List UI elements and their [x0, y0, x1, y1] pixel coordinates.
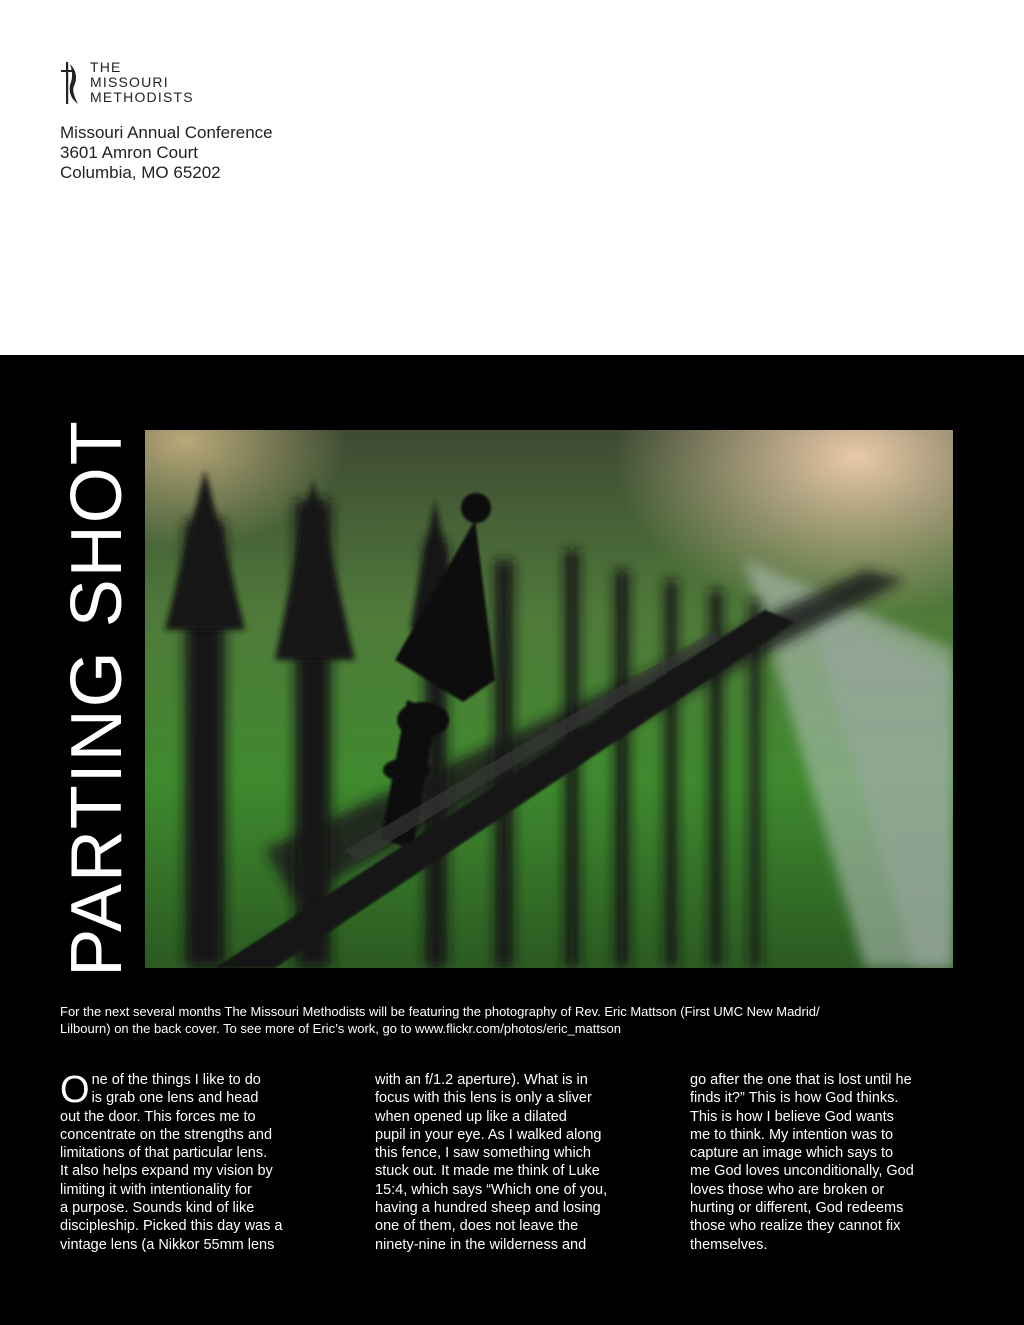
fence-photo	[145, 430, 953, 968]
text-line: loves those who are broken or	[690, 1181, 885, 1198]
address-line: 3601 Amron Court	[60, 143, 198, 162]
text-line: go after the one that is lost until he	[690, 1072, 912, 1088]
text-line: ninety-nine in the wilderness and	[375, 1236, 587, 1253]
text-line: 15:4, which says “Which one of you,	[375, 1181, 608, 1198]
text-line: capture an image which says to	[690, 1145, 894, 1162]
text-line: It also helps expand my vision by	[60, 1163, 273, 1180]
mailing-panel	[0, 0, 1024, 355]
text-line: pupil in your eye. As I walked along	[375, 1126, 602, 1143]
text-line: those who realize they cannot fix	[690, 1218, 901, 1235]
cross-and-flame-icon	[60, 60, 80, 106]
text-line: vintage lens (a Nikkor 55mm lens	[60, 1236, 275, 1253]
address-line: Missouri Annual Conference	[60, 123, 273, 142]
text-line: limitations of that particular lens.	[60, 1145, 268, 1162]
text-line: limiting it with intentionality for	[60, 1181, 252, 1198]
article-column-3	[690, 1071, 965, 1254]
text-line: hurting or different, God redeems	[690, 1200, 904, 1217]
return-address	[60, 123, 273, 183]
fence-photo-illustration	[145, 430, 953, 968]
text-line: out the door. This forces me to	[60, 1108, 256, 1125]
address-line: Columbia, MO 65202	[60, 163, 221, 182]
text-line: discipleship. Picked this day was a	[60, 1218, 283, 1235]
text-line: when opened up like a dilated	[375, 1108, 567, 1125]
logo-line: MISSOURI	[90, 74, 169, 90]
drop-cap: O	[60, 1069, 90, 1111]
text-line: me to think. My intention was to	[690, 1126, 894, 1143]
text-line: finds it?” This is how God thinks.	[690, 1090, 899, 1107]
logo	[60, 60, 260, 110]
text-line: This is how I believe God wants	[690, 1108, 894, 1125]
text-line: a purpose. Sounds kind of like	[60, 1200, 255, 1217]
text-line: stuck out. It made me think of Luke	[375, 1163, 600, 1180]
article-column-1	[60, 1071, 335, 1254]
photo-caption	[60, 1003, 970, 1037]
text-line: focus with this lens is only a sliver	[375, 1090, 592, 1107]
text-line: ne of the things I like to do	[91, 1072, 261, 1088]
text-line: with an f/1.2 aperture). What is in	[375, 1072, 588, 1088]
text-line: themselves.	[690, 1236, 768, 1253]
text-line: one of them, does not leave the	[375, 1218, 579, 1235]
logo-line: THE	[90, 59, 122, 75]
section-title: PARTING SHOT	[57, 419, 137, 977]
logo-line: METHODISTS	[90, 89, 194, 105]
text-line: is grab one lens and head	[91, 1090, 259, 1107]
text-line: concentrate on the strengths and	[60, 1126, 273, 1143]
caption-line: Lilbourn) on the back cover. To see more of Eric’s work, go to www.flickr.com/photos/eric_mattson	[60, 1021, 621, 1036]
text-line: this fence, I saw something which	[375, 1145, 591, 1162]
article-column-2	[375, 1071, 650, 1254]
logo-wordmark	[90, 60, 194, 105]
text-line: me God loves unconditionally, God	[690, 1163, 914, 1180]
caption-line: For the next several months The Missouri Methodists will be featuring the photography of Rev. Eric Mattson (First UMC New Madrid/	[60, 1004, 820, 1019]
text-line: having a hundred sheep and losing	[375, 1200, 601, 1217]
